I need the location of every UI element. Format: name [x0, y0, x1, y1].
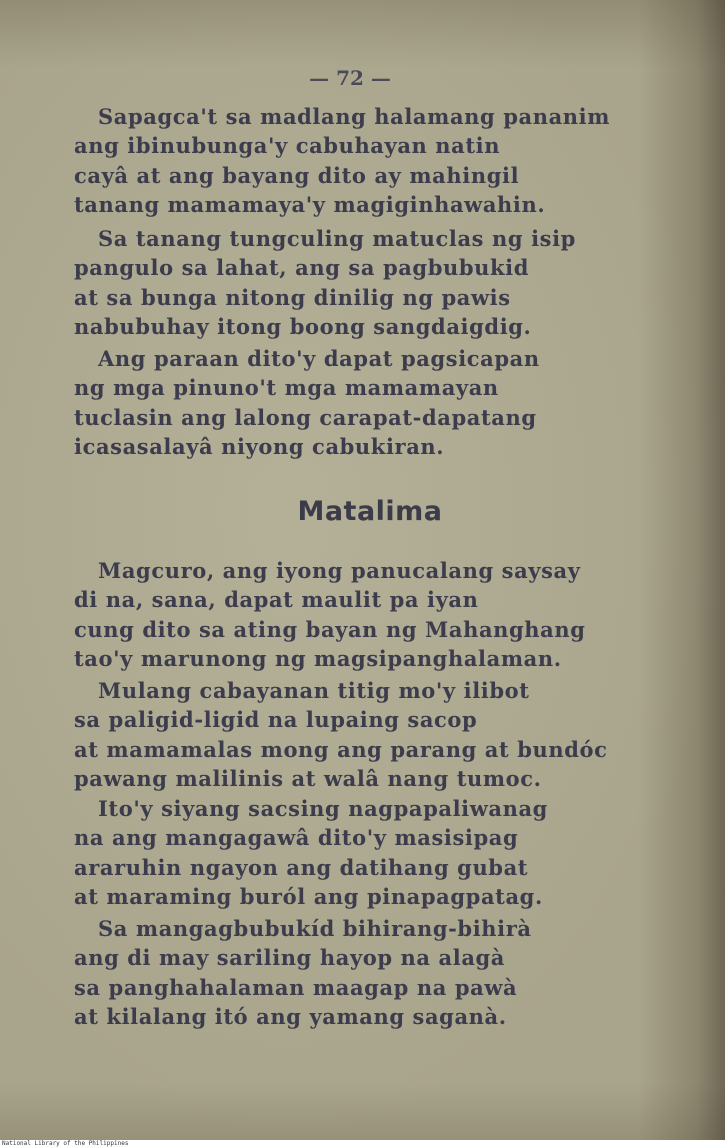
verse-line: at kilalang itó ang yamang saganà.	[74, 1003, 507, 1029]
verse-line: Sapagca't sa madlang halamang pananim	[98, 104, 611, 129]
library-credit: National Library of the Philippines	[0, 1140, 725, 1148]
verse-line: ang ibinubunga'y cabuhayan natin	[74, 133, 501, 159]
stanza-3	[74, 344, 540, 461]
verse-line: sa paligid-ligid na lupaing sacop	[74, 707, 478, 733]
verse-line: sa panghahalaman maagap na pawà	[74, 974, 518, 1000]
verse-line: tanang mamamaya'y magiginhawahin.	[74, 191, 546, 217]
stanza-1	[74, 102, 611, 219]
verse-line: ng mga pinuno't mga mamamayan	[74, 375, 499, 401]
verse-line: pangulo sa lahat, ang sa pagbubukid	[74, 255, 530, 281]
stanza-5	[74, 676, 608, 793]
stanza-6	[74, 794, 548, 911]
verse-line: araruhin ngayon ang datihang gubat	[74, 854, 529, 880]
page-number: — 72 —	[309, 66, 391, 90]
verse-line: at sa bunga nitong dinilig ng pawis	[74, 284, 511, 310]
verse-line: Sa mangagbubukíd bihirang-bihirà	[98, 916, 532, 941]
stanza-2	[74, 224, 576, 341]
verse-line: Mulang cabayanan titig mo'y ilibot	[98, 678, 530, 703]
verse-line: tuclasin ang lalong carapat-dapatang	[74, 404, 537, 430]
verse-line: na ang mangagawâ dito'y masisipag	[74, 825, 519, 851]
verse-line: cung dito sa ating bayan ng Mahanghang	[74, 616, 586, 642]
verse-line: nabubuhay itong boong sangdaigdig.	[74, 313, 532, 339]
verse-line: Ito'y siyang sacsing nagpapaliwanag	[98, 796, 548, 821]
verse-line: pawang malilinis at walâ nang tumoc.	[74, 765, 542, 791]
verse-line: at mamamalas mong ang parang at bundóc	[74, 736, 608, 762]
verse-line: Sa tanang tungculing matuclas ng isip	[98, 226, 576, 251]
section-heading: Matalima	[297, 496, 443, 527]
verse-line: Ang paraan dito'y dapat pagsicapan	[98, 346, 540, 371]
verse-line: Magcuro, ang iyong panucalang saysay	[98, 558, 581, 583]
verse-line: cayâ at ang bayang dito ay mahingil	[74, 162, 520, 188]
verse-line: at maraming buról ang pinapagpatag.	[74, 883, 543, 909]
verse-line: di na, sana, dapat maulit pa iyan	[74, 587, 479, 613]
verse-line: icasasalayâ niyong cabukiran.	[74, 433, 445, 459]
verse-line: tao'y marunong ng magsipanghalaman.	[74, 645, 562, 671]
verse-line: ang di may sariling hayop na alagà	[74, 945, 506, 971]
stanza-7	[74, 914, 532, 1031]
stanza-4	[74, 556, 586, 673]
